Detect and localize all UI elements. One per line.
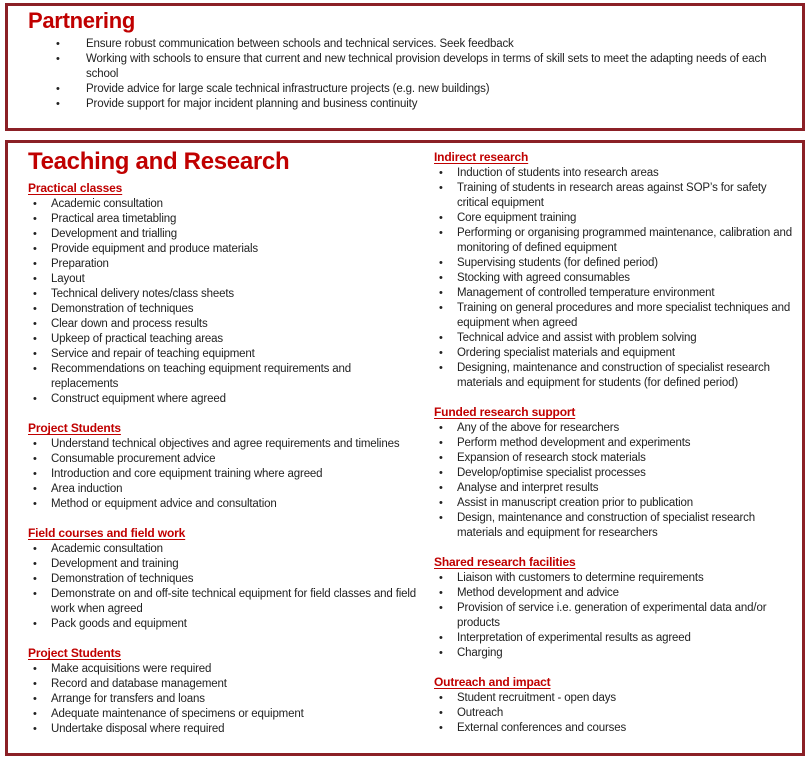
- list-item-text: Core equipment training: [457, 212, 577, 224]
- bullet-list: [28, 437, 420, 512]
- bullet-icon: •: [439, 587, 443, 599]
- list-item-text: Introduction and core equipment training where agreed: [51, 468, 323, 480]
- teaching-section: [5, 140, 805, 756]
- list-item-text: Liaison with customers to determine requirements: [457, 572, 704, 584]
- bullet-icon: •: [33, 468, 37, 480]
- list-item: [434, 286, 800, 301]
- bullet-list: [28, 542, 420, 632]
- subsection: [434, 404, 800, 541]
- list-item-text: Expansion of research stock materials: [457, 452, 646, 464]
- list-item: [434, 631, 800, 646]
- teaching-title: Teaching and Research: [28, 148, 290, 175]
- list-item: [28, 287, 420, 302]
- list-item-text: Preparation: [51, 258, 109, 270]
- list-item-text: Develop/optimise specialist processes: [457, 467, 646, 479]
- list-item: [434, 421, 800, 436]
- bullet-icon: •: [33, 228, 37, 240]
- subsection-heading: Project Students: [28, 646, 121, 660]
- list-item-text: Undertake disposal where required: [51, 723, 225, 735]
- bullet-icon: •: [56, 53, 60, 65]
- list-item: [434, 571, 800, 586]
- bullet-icon: •: [33, 303, 37, 315]
- subsection-heading: Project Students: [28, 421, 121, 435]
- list-item: [28, 362, 420, 392]
- list-item-text: Provide support for major incident planning and business continuity: [86, 98, 418, 110]
- subsection: [434, 554, 800, 661]
- list-item-text: Assist in manuscript creation prior to publication: [457, 497, 694, 509]
- list-item-text: Design, maintenance and construction of specialist research materials and equipment for researchers: [457, 512, 755, 539]
- bullet-icon: •: [33, 348, 37, 360]
- bullet-icon: •: [439, 347, 443, 359]
- list-item: [28, 572, 420, 587]
- partnering-list: [28, 37, 788, 112]
- bullet-icon: •: [439, 287, 443, 299]
- list-item: [28, 587, 420, 617]
- list-item-text: Provide equipment and produce materials: [51, 243, 259, 255]
- list-item: [434, 496, 800, 511]
- teaching-columns: [28, 148, 794, 750]
- subsection-heading: Outreach and impact: [434, 675, 551, 689]
- teaching-right-column: [434, 148, 800, 749]
- list-item: [434, 346, 800, 361]
- list-item-text: Pack goods and equipment: [51, 618, 187, 630]
- list-item-text: Clear down and process results: [51, 318, 208, 330]
- list-item-text: Arrange for transfers and loans: [51, 693, 205, 705]
- list-item-text: Outreach: [457, 707, 504, 719]
- bullet-icon: •: [439, 227, 443, 239]
- bullet-icon: •: [439, 452, 443, 464]
- list-item-text: Working with schools to ensure that current and new technical provision develops in terms of skill sets to meet the adapting needs of each school: [86, 53, 767, 80]
- list-item-text: Training of students in research areas against SOP’s for safety critical equipment: [457, 182, 767, 209]
- list-item-text: Method development and advice: [457, 587, 619, 599]
- list-item-text: Recommendations on teaching equipment requirements and replacements: [51, 363, 352, 390]
- bullet-icon: •: [439, 692, 443, 704]
- list-item: [28, 467, 420, 482]
- list-item-text: Supervising students (for defined period): [457, 257, 658, 269]
- list-item-text: Adequate maintenance of specimens or equipment: [51, 708, 304, 720]
- list-item: [434, 211, 800, 226]
- bullet-icon: •: [56, 38, 60, 50]
- list-item: [434, 331, 800, 346]
- bullet-icon: •: [33, 558, 37, 570]
- list-item: [28, 392, 420, 407]
- list-item-text: Area induction: [51, 483, 123, 495]
- list-item: [28, 302, 420, 317]
- list-item-text: Ordering specialist materials and equipment: [457, 347, 675, 359]
- list-item-text: Layout: [51, 273, 85, 285]
- subsection-heading: Field courses and field work: [28, 526, 186, 540]
- list-item-text: Provide advice for large scale technical infrastructure projects (e.g. new buildings): [86, 83, 490, 95]
- list-item-text: Ensure robust communication between schools and technical services. Seek feedback: [86, 38, 514, 50]
- list-item: [28, 662, 420, 677]
- list-item: [28, 692, 420, 707]
- list-item: [28, 97, 788, 112]
- list-item-text: Practical area timetabling: [51, 213, 177, 225]
- subsection-heading: Indirect research: [434, 150, 529, 164]
- list-item-text: Academic consultation: [51, 543, 163, 555]
- list-item: [28, 482, 420, 497]
- bullet-icon: •: [439, 722, 443, 734]
- list-item: [28, 227, 420, 242]
- list-item: [434, 586, 800, 601]
- subsection: [28, 525, 420, 632]
- list-item: [28, 557, 420, 572]
- list-item: [434, 256, 800, 271]
- list-item-text: Induction of students into research areas: [457, 167, 659, 179]
- list-item-text: Management of controlled temperature environment: [457, 287, 715, 299]
- bullet-icon: •: [33, 198, 37, 210]
- bullet-icon: •: [439, 212, 443, 224]
- bullet-icon: •: [33, 258, 37, 270]
- list-item-text: Provision of service i.e. generation of experimental data and/or products: [457, 602, 767, 629]
- list-item: [28, 242, 420, 257]
- bullet-icon: •: [439, 512, 443, 524]
- bullet-icon: •: [439, 467, 443, 479]
- bullet-icon: •: [33, 288, 37, 300]
- bullet-icon: •: [33, 498, 37, 510]
- bullet-icon: •: [56, 98, 60, 110]
- bullet-icon: •: [439, 707, 443, 719]
- subsection: [28, 420, 420, 512]
- bullet-icon: •: [33, 333, 37, 345]
- list-item-text: Demonstration of techniques: [51, 573, 194, 585]
- list-item-text: Stocking with agreed consumables: [457, 272, 630, 284]
- subsection: [434, 674, 800, 736]
- bullet-icon: •: [439, 497, 443, 509]
- bullet-list: [28, 197, 420, 407]
- list-item: [28, 52, 788, 82]
- list-item-text: Understand technical objectives and agree requirements and timelines: [51, 438, 400, 450]
- bullet-icon: •: [33, 213, 37, 225]
- subsection-heading: Practical classes: [28, 181, 123, 195]
- list-item: [434, 481, 800, 496]
- bullet-icon: •: [33, 708, 37, 720]
- list-item: [28, 317, 420, 332]
- list-item-text: Designing, maintenance and construction of specialist research materials and equipment for students (for defined period): [457, 362, 770, 389]
- list-item: [434, 646, 800, 661]
- list-item: [28, 677, 420, 692]
- bullet-icon: •: [33, 663, 37, 675]
- list-item: [28, 332, 420, 347]
- bullet-icon: •: [33, 723, 37, 735]
- list-item-text: Technical advice and assist with problem solving: [457, 332, 697, 344]
- list-item-text: Consumable procurement advice: [51, 453, 216, 465]
- list-item: [434, 436, 800, 451]
- list-item: [28, 212, 420, 227]
- list-item: [434, 226, 800, 256]
- list-item: [28, 257, 420, 272]
- bullet-icon: •: [33, 318, 37, 330]
- list-item-text: Demonstration of techniques: [51, 303, 194, 315]
- list-item: [28, 37, 788, 52]
- teaching-left-column: [28, 148, 420, 750]
- bullet-list: [28, 662, 420, 737]
- list-item: [434, 466, 800, 481]
- bullet-icon: •: [439, 572, 443, 584]
- bullet-icon: •: [33, 693, 37, 705]
- list-item-text: External conferences and courses: [457, 722, 627, 734]
- list-item: [28, 437, 420, 452]
- bullet-icon: •: [439, 272, 443, 284]
- subsection: [28, 180, 420, 407]
- bullet-icon: •: [439, 257, 443, 269]
- list-item-text: Service and repair of teaching equipment: [51, 348, 255, 360]
- bullet-icon: •: [439, 647, 443, 659]
- subsection-heading: Funded research support: [434, 405, 576, 419]
- bullet-icon: •: [439, 437, 443, 449]
- list-item-text: Development and trialling: [51, 228, 178, 240]
- subsection: [434, 149, 800, 391]
- bullet-icon: •: [56, 83, 60, 95]
- list-item-text: Performing or organising programmed maintenance, calibration and monitoring of defined equipment: [457, 227, 792, 254]
- list-item-text: Record and database management: [51, 678, 227, 690]
- bullet-icon: •: [33, 273, 37, 285]
- bullet-icon: •: [439, 182, 443, 194]
- list-item: [434, 166, 800, 181]
- list-item-text: Any of the above for researchers: [457, 422, 620, 434]
- list-item: [28, 197, 420, 212]
- bullet-icon: •: [33, 543, 37, 555]
- list-item-text: Perform method development and experiments: [457, 437, 691, 449]
- list-item-text: Demonstrate on and off-site technical equipment for field classes and field work when agreed: [51, 588, 417, 615]
- list-item-text: Technical delivery notes/class sheets: [51, 288, 235, 300]
- list-item-text: Method or equipment advice and consultation: [51, 498, 277, 510]
- list-item-text: Charging: [457, 647, 503, 659]
- bullet-icon: •: [439, 602, 443, 614]
- list-item-text: Academic consultation: [51, 198, 163, 210]
- list-item: [28, 542, 420, 557]
- bullet-icon: •: [439, 632, 443, 644]
- bullet-icon: •: [439, 332, 443, 344]
- list-item: [28, 707, 420, 722]
- partnering-title: Partnering: [28, 8, 136, 33]
- bullet-icon: •: [33, 453, 37, 465]
- bullet-list: [434, 571, 800, 661]
- bullet-icon: •: [33, 588, 37, 600]
- bullet-icon: •: [439, 302, 443, 314]
- list-item: [28, 497, 420, 512]
- list-item: [434, 181, 800, 211]
- bullet-icon: •: [33, 393, 37, 405]
- list-item-text: Training on general procedures and more specialist techniques and equipment when agreed: [457, 302, 791, 329]
- bullet-list: [434, 691, 800, 736]
- list-item: [28, 82, 788, 97]
- list-item-text: Student recruitment - open days: [457, 692, 616, 704]
- bullet-icon: •: [439, 482, 443, 494]
- list-item: [434, 691, 800, 706]
- list-item-text: Interpretation of experimental results as agreed: [457, 632, 691, 644]
- list-item-text: Make acquisitions were required: [51, 663, 212, 675]
- bullet-icon: •: [33, 573, 37, 585]
- list-item: [434, 361, 800, 391]
- subsection: [28, 645, 420, 737]
- list-item-text: Development and training: [51, 558, 179, 570]
- list-item: [434, 451, 800, 466]
- bullet-icon: •: [33, 363, 37, 375]
- list-item: [28, 452, 420, 467]
- bullet-icon: •: [33, 678, 37, 690]
- list-item: [434, 601, 800, 631]
- list-item: [28, 617, 420, 632]
- partnering-section: [5, 3, 805, 131]
- bullet-icon: •: [33, 483, 37, 495]
- list-item: [28, 272, 420, 287]
- bullet-icon: •: [33, 243, 37, 255]
- bullet-icon: •: [33, 618, 37, 630]
- list-item: [28, 722, 420, 737]
- list-item: [28, 347, 420, 362]
- list-item: [434, 271, 800, 286]
- list-item-text: Analyse and interpret results: [457, 482, 599, 494]
- list-item: [434, 301, 800, 331]
- list-item-text: Upkeep of practical teaching areas: [51, 333, 223, 345]
- bullet-list: [434, 421, 800, 541]
- bullet-icon: •: [439, 167, 443, 179]
- bullet-icon: •: [33, 438, 37, 450]
- list-item-text: Construct equipment where agreed: [51, 393, 226, 405]
- bullet-icon: •: [439, 362, 443, 374]
- bullet-icon: •: [439, 422, 443, 434]
- list-item: [434, 706, 800, 721]
- bullet-list: [434, 166, 800, 391]
- list-item: [434, 721, 800, 736]
- subsection-heading: Shared research facilities: [434, 555, 576, 569]
- list-item: [434, 511, 800, 541]
